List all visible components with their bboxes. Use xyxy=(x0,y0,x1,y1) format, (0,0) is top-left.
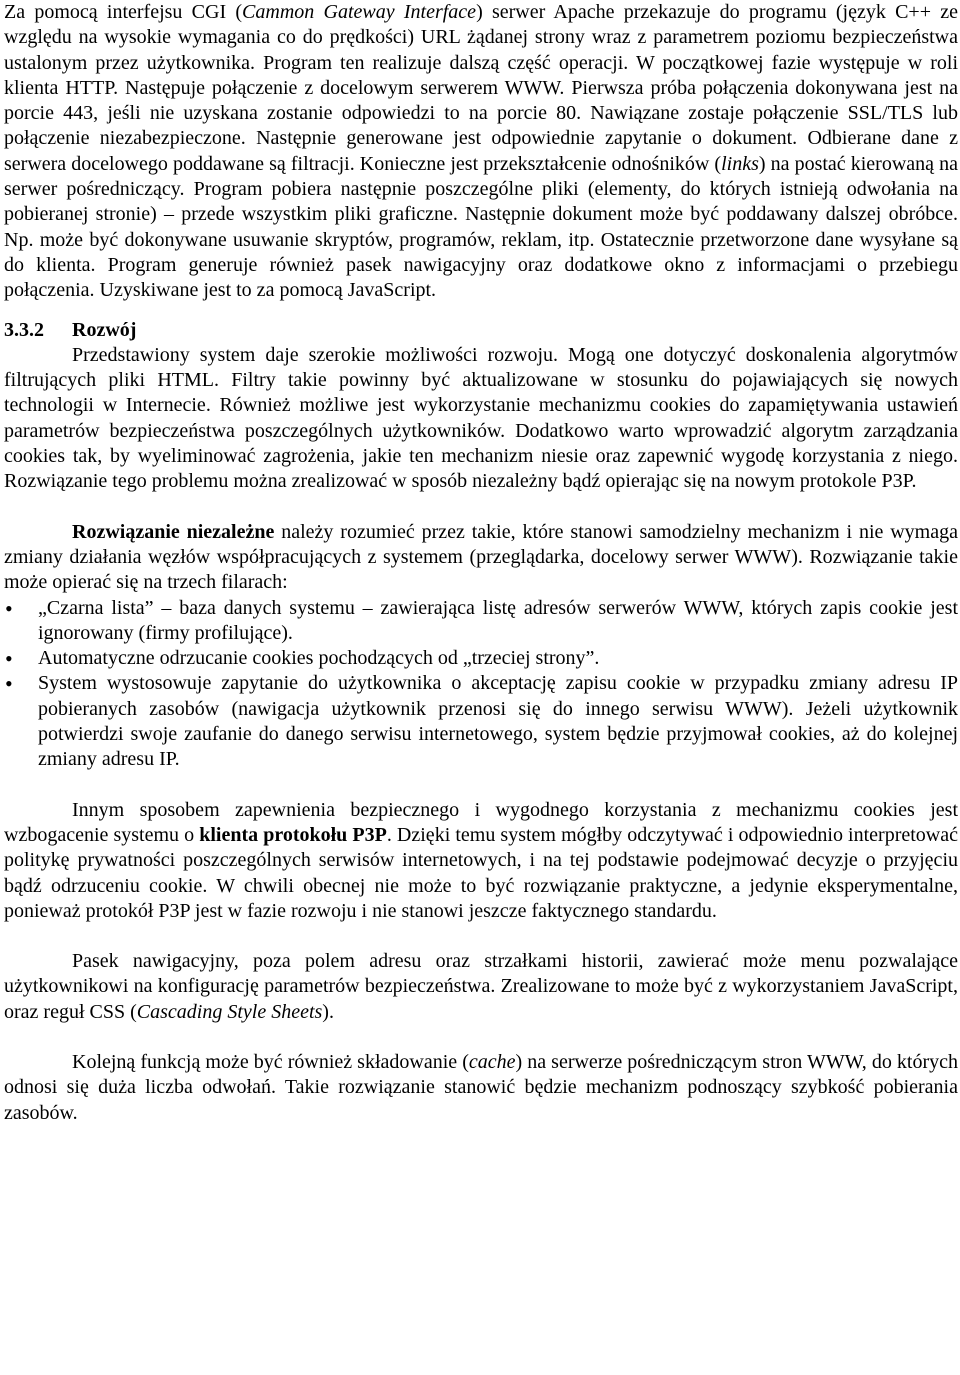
bold-term: klienta protokołu P3P xyxy=(199,823,387,846)
text-run: ) na serwerze pośredniczącym stron WWW, do których odnosi się duża liczba odwołań. Takie rozwiązanie stanowić będzie mechanizm podnoszący szybkość pobierania zasobów. xyxy=(4,1050,958,1124)
paragraph-p3p-client xyxy=(4,798,958,924)
paragraph-development-intro xyxy=(4,343,958,495)
text-run: . Dzięki temu system mógłby odczytywać i odpowiednio interpretować politykę prywatności poszczególnych serwisów internetowych, i na tej podstawie podejmować decyzje o przyjęciu bądź odrzuceniu cookie. W chwili obecnej nie może to być rozwiązanie praktyczne, a jedynie eksperymentalne, ponieważ protokół P3P jest w fazie rozwoju i nie stanowi jeszcze faktycznego standardu. xyxy=(4,823,958,922)
text-run: należy rozumieć przez takie, które stanowi samodzielny mechanizm i nie wymaga zmiany działania węzłów współpracujących z systemem (przeglądarka, docelowy serwer WWW). Rozwiązanie takie może opierać się na trzech filarach: xyxy=(4,520,958,594)
list-item xyxy=(4,671,958,772)
italic-term: Cascading Style Sheets xyxy=(136,1000,323,1023)
bold-term: Rozwiązanie niezależne xyxy=(72,520,275,543)
text-run: Przedstawiony system daje szerokie możliwości rozwoju. Mogą one dotyczyć doskonalenia algorytmów filtrujących pliki HTML. Filtry takie powinny być aktualizowane w stosunku do pojawiających się nowych technologii w Internecie. Również możliwe jest wykorzystanie mechanizmu cookies do zapamiętywania ustawień parametrów bezpieczeństwa poszczególnych użytkowników. Dodatkowo warto wprowadzić algorytm zarządzania cookies tak, by wyeliminować zagrożenia, jakie ten mechanizm niesie oraz zapewnić wygodę korzystania z niego. Rozwiązanie tego problemu można zrealizować w sposób niezależny bądź opierając się na nowym protokole P3P. xyxy=(4,343,958,493)
text-run: ) serwer Apache przekazuje do programu (język C++ ze względu na wysokie wymagania co do prędkości) URL żądanej strony wraz z parametrem poziomu bezpieczeństwa ustalonym przez użytkownika. Program ten realizuje dalszą część operacji. W początkowej fazie występuje w roli klienta HTTP. Następuje połączenie z docelowym serwerem WWW. Pierwsza próba połączenia dokonywana jest na porcie 443, jeśli nie uzyskana zostanie odpowiedzi to na porcie 80. Nawiązane zostaje połączenie SSL/TLS lub połączenie niezabezpieczone. Następnie generowane jest odpowiednie zapytanie o dokument. Odbierane dane z serwera docelowego poddawane są filtracji. Konieczne jest przekształcenie odnośników ( xyxy=(4,1,958,175)
italic-term: cache xyxy=(468,1050,516,1073)
list-item xyxy=(4,596,958,647)
text-run: Za pomocą interfejsu CGI ( xyxy=(4,1,243,23)
italic-term: links xyxy=(721,152,759,175)
section-title: Rozwój xyxy=(72,318,137,341)
list-item xyxy=(4,646,958,671)
text-run: ). xyxy=(322,1000,334,1023)
italic-term: Cammon Gateway Interface xyxy=(242,1,477,23)
text-run: Automatyczne odrzucanie cookies pochodzących od „trzeciej strony”. xyxy=(38,647,600,670)
bullet-list-pillars xyxy=(4,596,958,773)
paragraph-cgi-processing xyxy=(4,0,958,304)
section-heading xyxy=(4,318,958,343)
paragraph-independent-solution xyxy=(4,520,958,596)
text-run: ) na postać kierowaną na serwer pośredniczący. Program pobiera następnie poszczególne pliki (elementy, do których istnieją odwołania na pobieranej stronie) – przede wszystkim pliki graficzne. Następnie dokument może być poddawany dalszej obróbce. Np. może być dokonywane usuwanie skryptów, programów, reklam, itp. Ostatecznie przetworzone dane wysyłane są do klienta. Program generuje również pasek nawigacyjny oraz dodatkowe okno z informacjami o przebiegu połączenia. Uzyskiwane jest to za pomocą JavaScript. xyxy=(4,152,958,302)
paragraph-navigation-bar xyxy=(4,949,958,1025)
text-run: Kolejną funkcją może być również składowanie ( xyxy=(72,1050,469,1073)
paragraph-cache xyxy=(4,1050,958,1126)
text-run: Innym sposobem zapewnienia bezpiecznego i wygodnego korzystania z mechanizmu cookies jest wzbogacenie systemu o xyxy=(4,798,958,846)
text-run: Pasek nawigacyjny, poza polem adresu oraz strzałkami historii, zawierać może menu pozwalające użytkownikowi na konfigurację parametrów bezpieczeństwa. Zrealizowane to może być z wykorzystaniem JavaScript, oraz reguł CSS ( xyxy=(4,950,958,1023)
section-number: 3.3.2 xyxy=(4,318,44,341)
text-run: „Czarna lista” – baza danych systemu – zawierająca listę adresów serwerów WWW, których zapis cookie jest ignorowany (firmy profilujące). xyxy=(38,596,958,644)
text-run: System wystosowuje zapytanie do użytkownika o akceptację zapisu cookie w przypadku zmiany adresu IP pobieranych zasobów (nawigacja użytkownik przenosi się do innego serwisu WWW). Jeżeli użytkownik potwierdzi swoje zaufanie do danego serwisu internetowego, system będzie przyjmował cookies, aż do kolejnej zmiany adresu IP. xyxy=(38,672,958,771)
document-page xyxy=(4,0,958,1126)
